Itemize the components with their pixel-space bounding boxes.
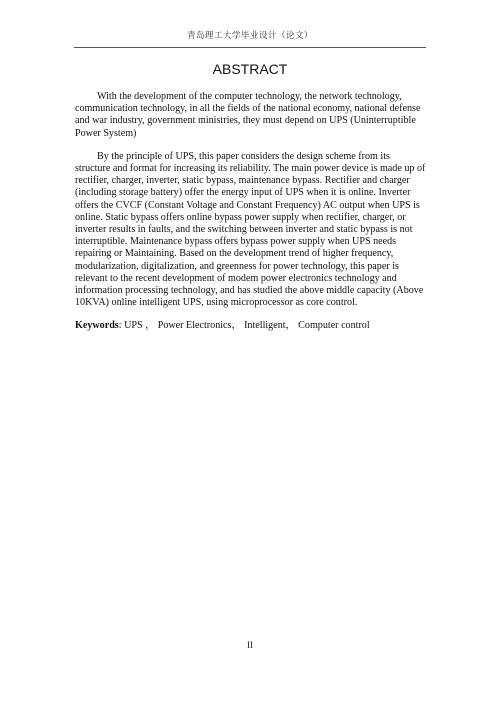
keywords-line [75, 320, 427, 332]
abstract-body [75, 91, 427, 333]
running-header: 青岛理工大学毕业设计（论文） [186, 31, 313, 41]
page-number: II [247, 640, 253, 650]
header-divider [74, 47, 426, 48]
abstract-paragraph-1: With the development of the computer technology, the network technology, communication technology, in all the fields of the national economy, national defense and war industry, government ministries, they must depend on UPS (Uninterruptible Power System) [75, 91, 421, 139]
abstract-title: ABSTRACT [212, 61, 288, 77]
keywords-list: : UPS ， Power Electronics， Intelligent， Computer control [118, 320, 370, 332]
keywords-label: Keywords [75, 320, 119, 332]
abstract-paragraph-2: By the principle of UPS, this paper considers the design scheme from its structure and format for increasing its reliability. The main power device is made up of rectifier, charger, inverter, static bypass, maintenance bypass. Rectifier and charger (including storage battery) offer the energy input of UPS when it is online. Inverter offers the CVCF (Constant Voltage and Constant Frequency) AC output when UPS is online. Static bypass offers online bypass power supply when rectifier, charger, or inverter results in faults, and the switching between inverter and static bypass is not interruptible. Maintenance bypass offers bypass power supply when UPS needs repairing or Maintaining. Based on the development trend of higher frequency, modularization, digitalization, and greenness for power technology, this paper is relevant to the recent development of modem power electronics technology and information processing technology, and has studied the above middle capacity (Above 10KVA) online intelligent UPS, using microprocessor as core control. [75, 150, 426, 309]
